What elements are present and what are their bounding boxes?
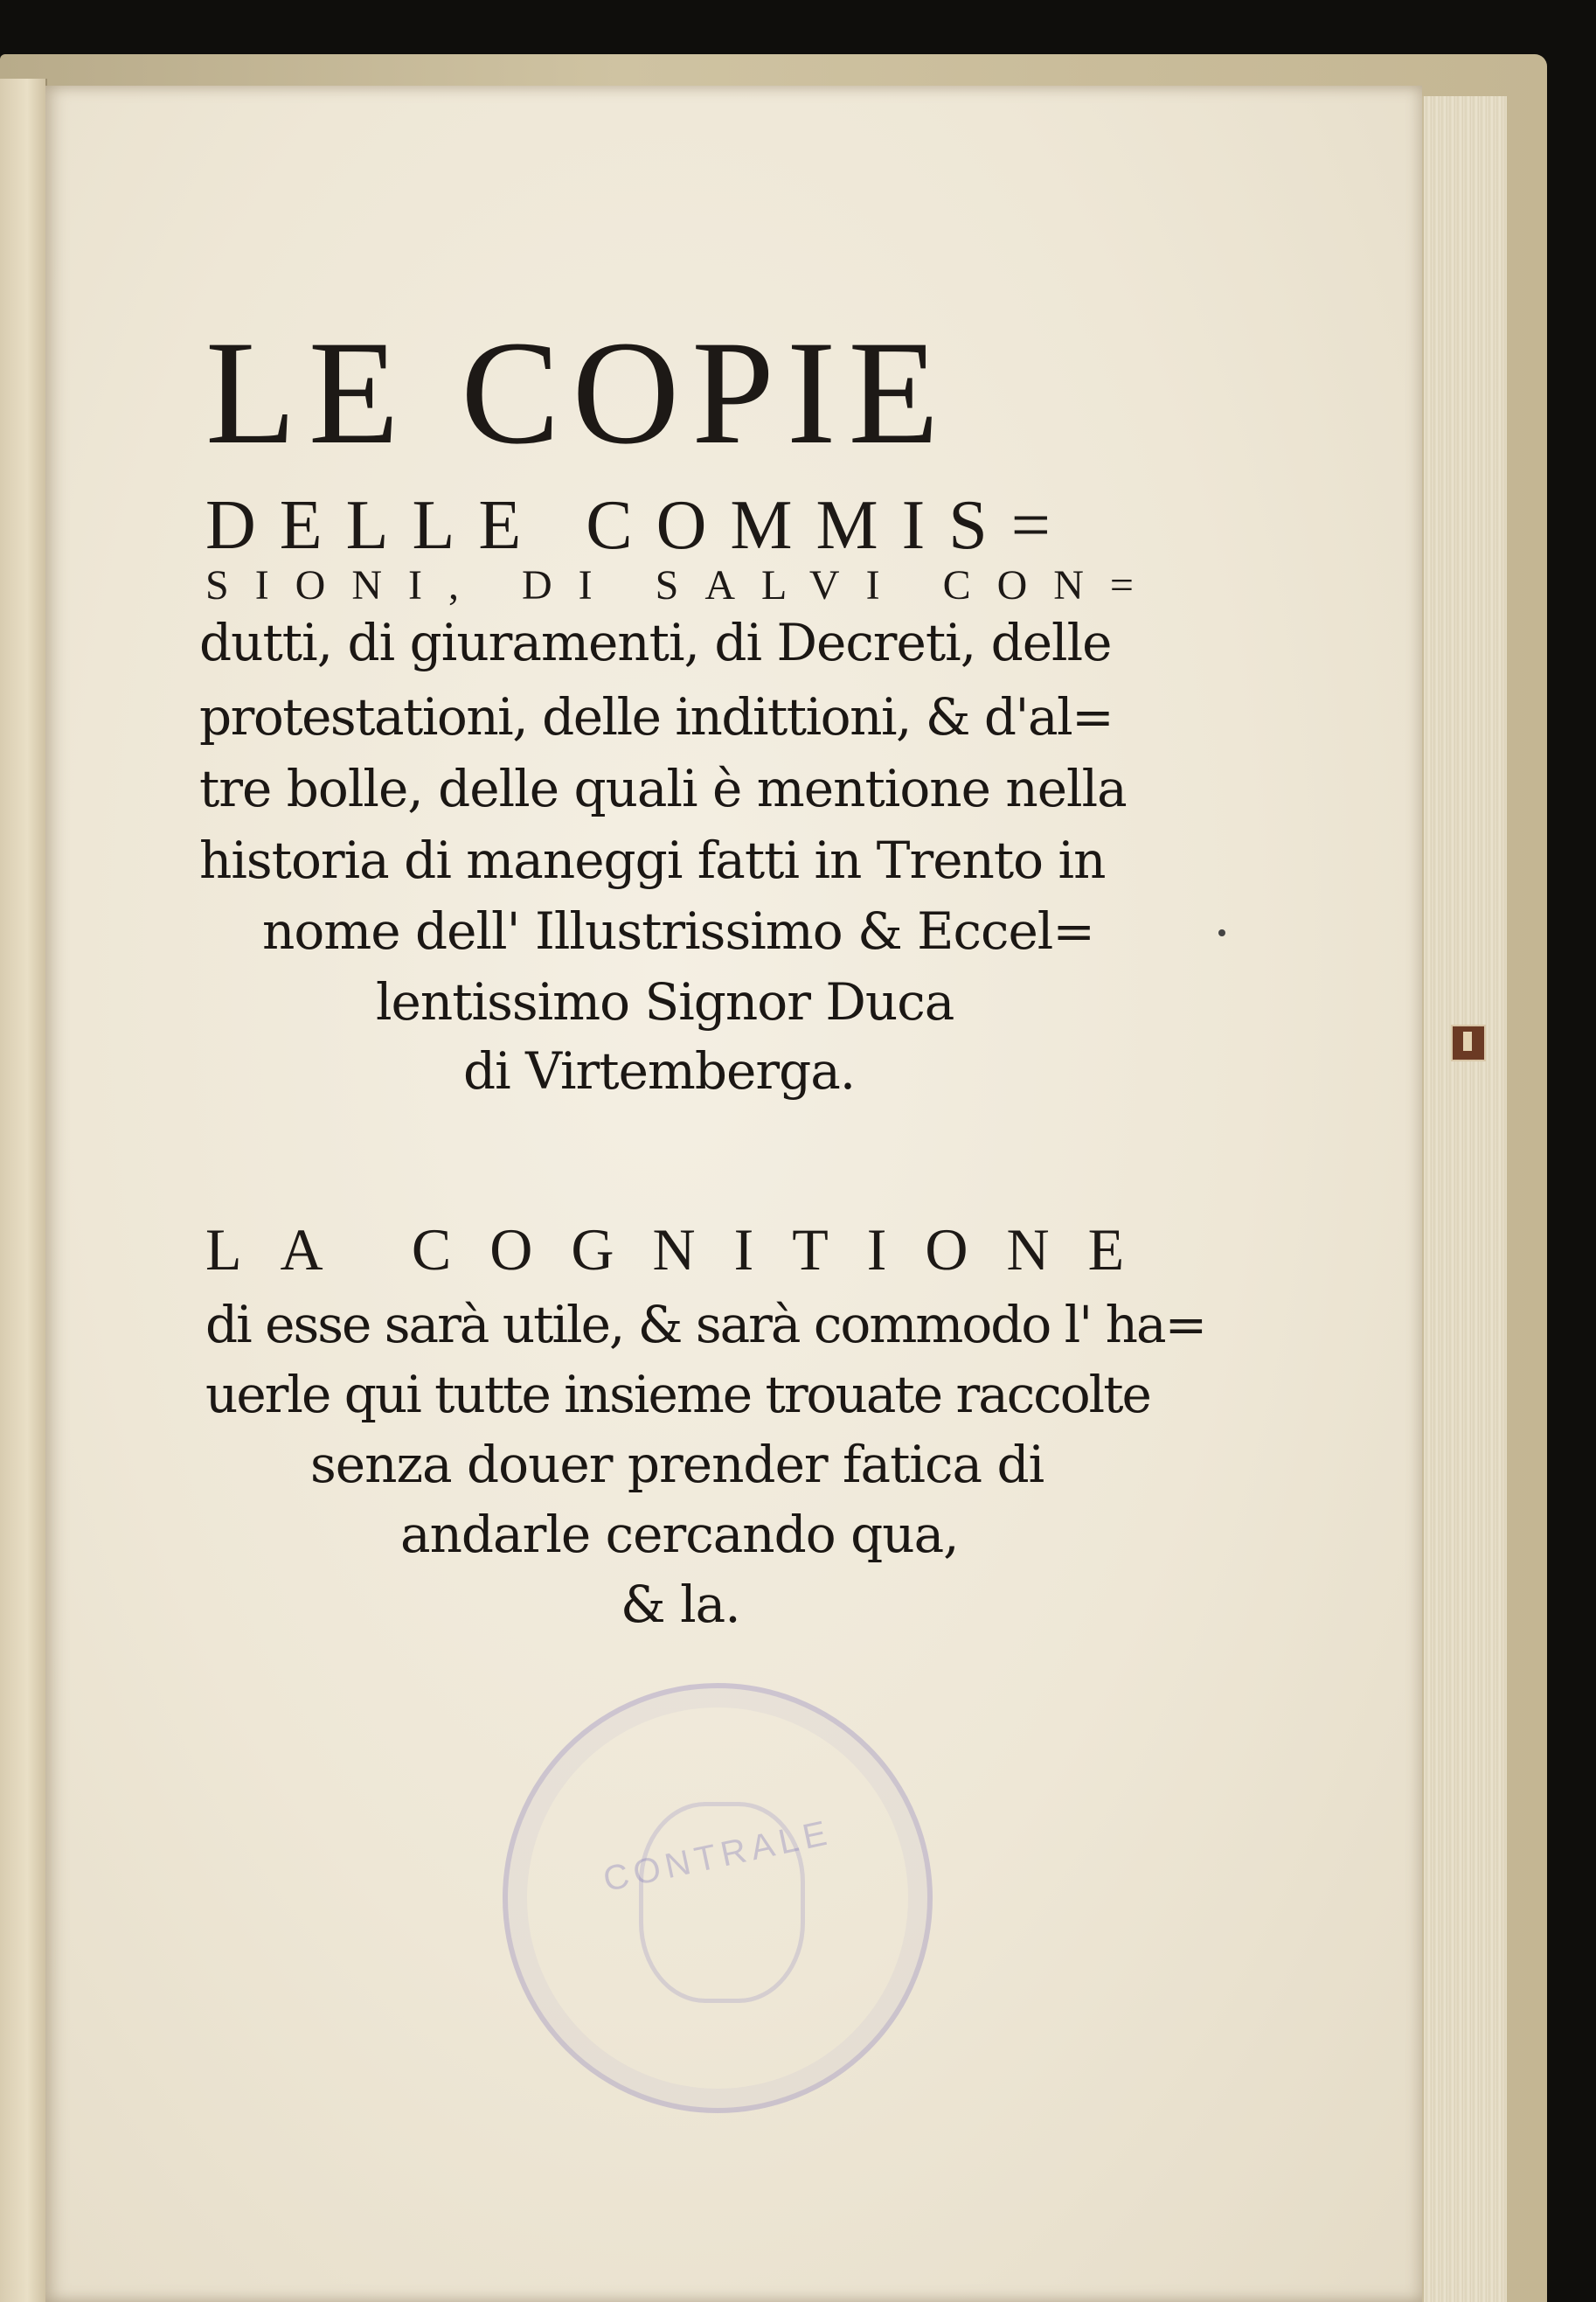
page-edges: [1422, 96, 1507, 2302]
text-line: protestationi, delle indittioni, & d'al=: [199, 687, 1114, 747]
caps-line-2: SIONI, DI SALVI CON=: [205, 562, 1160, 609]
stamp-text: CONTRALE: [600, 1812, 836, 1900]
text-line: andarle cercando qua,: [400, 1505, 959, 1564]
text-line: nome dell' Illustrissimo & Eccel=: [262, 901, 1094, 961]
text-line: tre bolle, delle quali è mentione nella: [199, 759, 1127, 818]
text-line: lentissimo Signor Duca: [376, 972, 954, 1032]
text-line: di esse sarà utile, & sarà commodo l' ha=: [205, 1295, 1206, 1354]
ink-spot: [1218, 929, 1225, 936]
text-line: senza douer prender fatica di: [310, 1435, 1044, 1494]
text-line: historia di maneggi fatti in Trento in: [199, 831, 1106, 890]
page-title: LE COPIE: [205, 310, 952, 475]
facing-page-edge: [0, 79, 47, 2302]
bookmark-ribbon: [1451, 1025, 1486, 1061]
caps-line-1: DELLE COMMIS=: [205, 487, 1074, 564]
library-stamp: [503, 1683, 933, 2113]
text-line: dutti, di giuramenti, di Decreti, delle: [199, 613, 1112, 672]
caps-line-3: LA COGNITIONE: [205, 1216, 1163, 1283]
text-line: & la.: [621, 1575, 740, 1634]
text-line: di Virtemberga.: [463, 1041, 856, 1101]
text-line: uerle qui tutte insieme trouate raccolte: [205, 1365, 1150, 1424]
